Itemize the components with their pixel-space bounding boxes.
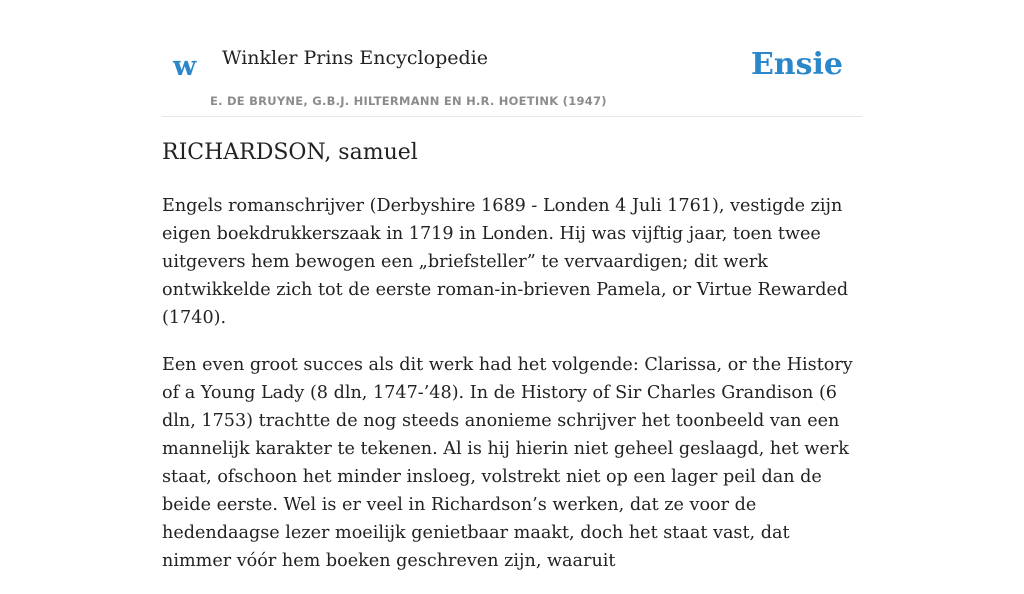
header xyxy=(162,36,862,117)
publication-logo-icon[interactable]: w xyxy=(173,51,197,82)
paragraph: Een even groot succes als dit werk had het volgende: Clarissa, or the History of a Young Lady (8 dln, 1747-’48). In de History of Sir Charles Grandison (6 dln, 1753) trachtte de nog steeds anonieme schrijver het toonbeeld van een mannelijk karakter te tekenen. Al is hij hierin niet geheel geslaagd, het werk staat, ofschoon het minder insloeg, volstrekt niet op een lager peil dan de beide eerste. Wel is er veel in Richardson’s werken, dat ze voor de hedendaagse lezer moeilijk genietbaar maakt, doch het staat vast, dat nimmer vóór hem boeken geschreven zijn, waaruit xyxy=(162,355,853,571)
ensie-logo-link[interactable]: Ensie xyxy=(750,47,843,82)
publication-title[interactable]: Winkler Prins Encyclopedie xyxy=(222,47,488,69)
publication-authors: E. DE BRUYNE, G.B.J. HILTERMANN EN H.R. HOETINK (1947) xyxy=(210,94,607,108)
entry-title: RICHARDSON, samuel xyxy=(162,140,418,165)
entry-body xyxy=(162,192,862,594)
paragraph: Engels romanschrijver (Derbyshire 1689 - Londen 4 Juli 1761), vestigde zijn eigen boekdrukkerszaak in 1719 in Londen. Hij was vijftig jaar, toen twee uitgevers hem bewogen een „briefsteller” te vervaardigen; dit werk ontwikkelde zich tot de eerste roman-in-brieven Pamela, or Virtue Rewarded (1740). xyxy=(162,196,849,328)
